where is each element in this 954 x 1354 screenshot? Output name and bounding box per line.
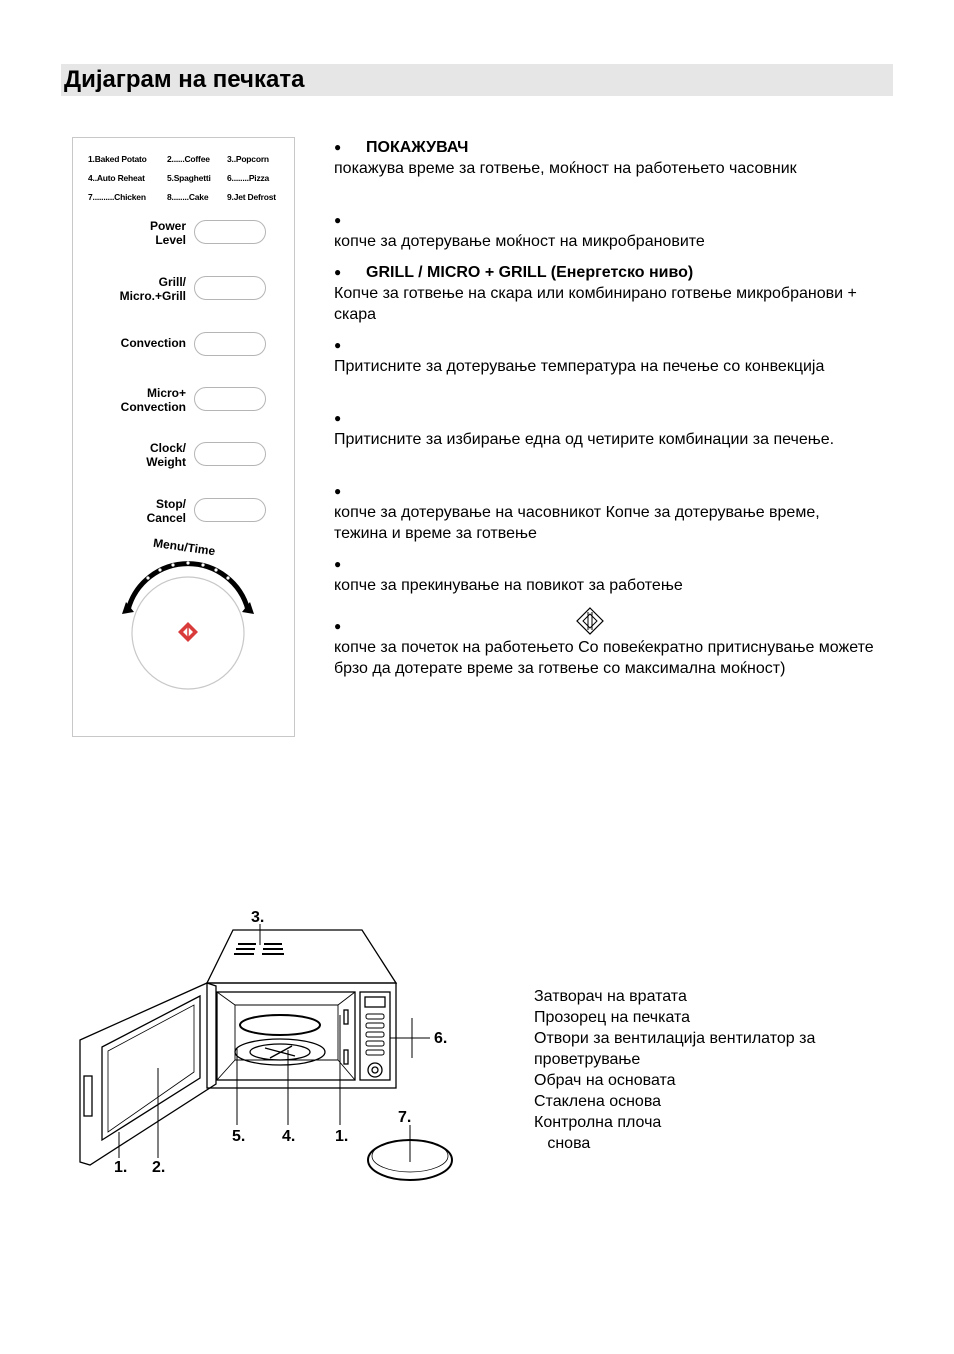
- description-text: Притисните за дотерување температура на печење со конвекција: [334, 358, 825, 375]
- start-icon: [574, 606, 606, 636]
- bullet-icon: ●: [334, 557, 342, 571]
- convection-button: [194, 332, 266, 356]
- dial-label: Menu/Time: [152, 535, 217, 559]
- part-item: проветрување: [534, 1051, 641, 1068]
- oven-door: [80, 983, 216, 1165]
- oven-label-6: 6.: [434, 1030, 448, 1047]
- description-heading: ПОКАЖУВАЧ: [366, 139, 469, 156]
- part-item: Обрач на основата: [534, 1072, 676, 1089]
- oven-top: [207, 930, 396, 983]
- menu-item: 2......Coffee: [167, 154, 210, 164]
- description-text: покажува време за готвење, моќност на работењето часовник: [334, 160, 797, 177]
- convection-control: [73, 330, 296, 360]
- bullet-icon: ●: [334, 265, 342, 279]
- title-bar: [61, 64, 893, 96]
- button-label: Convection: [120, 336, 186, 350]
- menu-item: 9.Jet Defrost: [227, 192, 276, 202]
- description-text: Копче за готвење на скара или комбинирано готвење микробранови + скара: [334, 285, 857, 323]
- button-label: Stop/ Cancel: [146, 497, 186, 525]
- button-label: Grill/ Micro.+Grill: [119, 275, 186, 303]
- part-item: Затворач на вратата: [534, 988, 687, 1005]
- part-item: Контролна плоча: [534, 1114, 662, 1131]
- power-level-button: [194, 220, 266, 244]
- button-label: Power Level: [149, 219, 186, 247]
- description-text: копче за прекинување на повикот за работење: [334, 577, 683, 594]
- menu-item: 3..Popcorn: [227, 154, 269, 164]
- clock-weight-button: [194, 442, 266, 466]
- menu-item: 5.Spaghetti: [167, 173, 211, 183]
- bullet-icon: ●: [334, 484, 342, 498]
- grill-button: [194, 276, 266, 300]
- part-item: Стаклена основа: [534, 1093, 662, 1110]
- menu-item: 7..........Chicken: [88, 192, 146, 202]
- parts-list: [534, 986, 815, 1154]
- oven-label-1: 1.: [335, 1128, 349, 1145]
- oven-label-5: 5.: [232, 1128, 246, 1145]
- door-window: [102, 996, 200, 1140]
- description-heading: GRILL / MICRO + GRILL (Енергетско ниво): [366, 264, 694, 281]
- bullet-icon: ●: [334, 338, 342, 352]
- oven-diagram: [70, 900, 470, 1200]
- button-label: Micro+ Convection: [120, 386, 186, 414]
- grill-control: [73, 274, 296, 304]
- menu-item: 8........Cake: [167, 192, 209, 202]
- oven-label-7: 7.: [398, 1109, 412, 1126]
- micro-convection-control: [73, 385, 296, 415]
- menu-item: 6........Pizza: [227, 173, 270, 183]
- bullet-icon: ●: [334, 619, 342, 633]
- micro-convection-button: [194, 387, 266, 411]
- oven-label-3: 3.: [251, 909, 265, 926]
- oven-label-1b: 1.: [114, 1159, 128, 1176]
- stop-cancel-button: [194, 498, 266, 522]
- page-title: Дијаграм на печката: [64, 66, 305, 93]
- description-text: копче за дотерување на часовникот Копче за дотерување време, тежина и време за готвење: [334, 504, 820, 542]
- bullet-icon: ●: [334, 411, 342, 425]
- button-label: Clock/ Weight: [146, 441, 186, 469]
- menu-time-dial: [118, 548, 258, 698]
- part-item: Отвори за вентилација вентилатор за: [534, 1030, 816, 1047]
- description-text: Притисните за избирање една од четирите комбинации за печење.: [334, 431, 835, 448]
- description-text: копче за почеток на работењето Со повеќекратно притиснување можете брзо да дотерате време за готвење со максимална моќност): [334, 639, 874, 677]
- vent-slots: [234, 944, 284, 954]
- menu-item: 4..Auto Reheat: [88, 173, 145, 183]
- oven-label-2: 2.: [152, 1159, 166, 1176]
- menu-item: 1.Baked Potato: [88, 154, 147, 164]
- bullet-icon: ●: [334, 213, 342, 227]
- control-panel-illustration: [72, 137, 295, 737]
- clock-weight-control: [73, 440, 296, 470]
- description-text: копче за дотерување моќност на микробрановите: [334, 233, 705, 250]
- stop-cancel-control: [73, 496, 296, 526]
- part-item: Прозорец на печката: [534, 1009, 691, 1026]
- part-item: снова: [534, 1135, 591, 1152]
- bullet-icon: ●: [334, 140, 342, 154]
- oven-label-4: 4.: [282, 1128, 296, 1145]
- grill-ring: [240, 1015, 320, 1035]
- power-level-control: [73, 218, 296, 248]
